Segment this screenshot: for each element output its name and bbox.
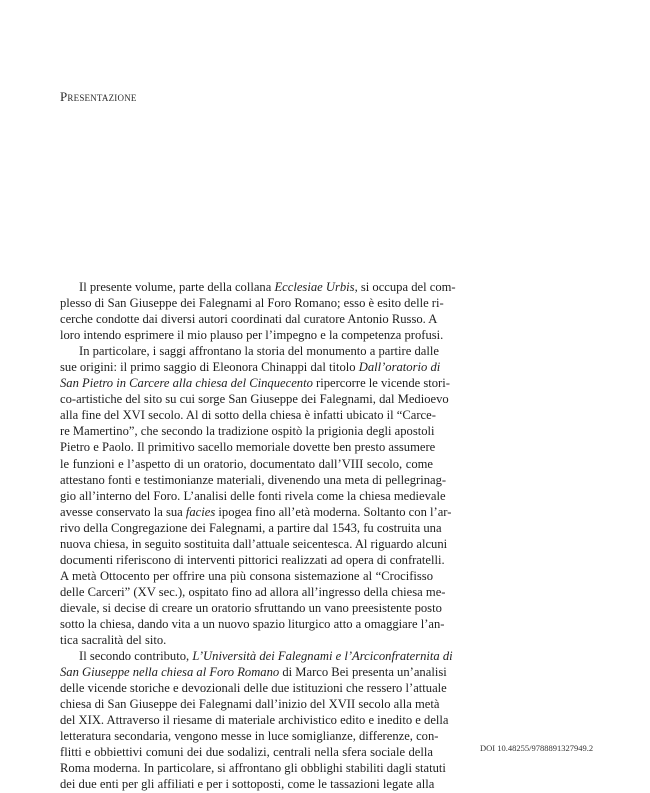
text-line — [60, 664, 447, 680]
text-segment: ipogea fino all’età moderna. Soltanto con l’ar- — [215, 504, 452, 519]
text-segment: chiesa di San Giuseppe dei Falegnami dall’inizio del XVII secolo alla metà — [60, 697, 440, 712]
text-line — [60, 616, 445, 632]
text-line — [60, 375, 450, 391]
text-line — [60, 520, 442, 536]
section-heading: Presentazione — [60, 89, 137, 104]
text-segment: ripercorre le vicende stori- — [312, 376, 450, 391]
text-line — [60, 744, 433, 760]
text-line — [60, 632, 433, 648]
text-line — [60, 439, 436, 455]
text-segment: di Marco Bei presenta un’analisi — [279, 665, 447, 680]
text-line — [60, 343, 439, 359]
text-segment: delle vicende storiche e devozionali delle due istituzioni che ressero l’attuale — [60, 681, 447, 696]
text-segment: re Mamertino”, che secondo la tradizione ospitò la prigionia degli apostoli — [60, 424, 435, 439]
text-line — [60, 488, 446, 504]
text-segment: rivo della Congregazione dei Falegnami, a partire dal 1543, fu costruita una — [60, 520, 442, 535]
italic-segment: San Giuseppe nella chiesa al Foro Romano — [60, 665, 280, 680]
italic-segment: L’Università dei Falegnami e l’Arciconfraternita di — [192, 649, 453, 664]
text-line — [60, 504, 452, 520]
text-segment: nuova chiesa, in seguito sostituita dall’attuale seicentesca. Al riguardo alcuni — [60, 536, 448, 551]
text-line — [60, 760, 446, 776]
text-segment: dei due enti per gli affiliati e per i sottoposti, come le tassazioni legate alla — [60, 777, 435, 792]
text-segment: , si occupa del com- — [354, 280, 456, 294]
text-line — [60, 584, 446, 600]
text-segment: documenti riferiscono di interventi pittorici realizzati ad opera di confratelli. — [60, 552, 445, 567]
italic-segment: Ecclesiae Urbis — [274, 280, 355, 294]
text-segment: In particolare, i saggi affrontano la storia del monumento a partire dalle — [79, 344, 439, 359]
text-segment: plesso di San Giuseppe dei Falegnami al Foro Romano; esso è esito delle ri- — [60, 296, 444, 311]
text-segment: A metà Ottocento per offrire una più consona sistemazione al “Crocifisso — [60, 568, 433, 583]
text-segment: attestano fonti e testimonianze materiali, divenendo una meta di pellegrinag- — [60, 472, 447, 487]
text-line — [60, 279, 456, 295]
text-line — [60, 680, 447, 696]
text-segment: flitti e obbiettivi comuni dei due sodalizi, centrali nella sfera sociale della — [60, 745, 433, 760]
text-segment: loro intendo esprimere il mio plauso per l’impegno e la competenza profusi. — [60, 328, 444, 343]
text-segment: co-artistiche del sito su cui sorge San Giuseppe dei Falegnami, dal Medioevo — [60, 392, 449, 407]
text-line — [60, 536, 448, 552]
text-segment: del XIX. Attraverso il riesame di materiale archivistico edito e inedito e della — [60, 713, 449, 728]
text-line — [60, 600, 442, 616]
text-segment: gio all’interno del Foro. L’analisi delle fonti rivela come la chiesa medievale — [60, 488, 446, 503]
text-line — [60, 423, 433, 439]
text-line — [60, 391, 449, 407]
text-segment: sue origini: il primo saggio di Eleonora Chinappi dal titolo — [60, 360, 359, 375]
text-segment: sotto la chiesa, dando vita a un nuovo spazio liturgico atto a omaggiare l’an- — [60, 616, 445, 631]
text-segment: Il presente volume, parte della collana — [79, 280, 275, 294]
text-line — [60, 552, 445, 568]
text-line — [60, 696, 440, 712]
text-line — [60, 776, 433, 792]
text-line — [60, 327, 444, 343]
text-line — [60, 407, 436, 423]
italic-segment: facies — [185, 504, 216, 519]
text-line — [60, 472, 447, 488]
text-segment: Il secondo contributo, — [79, 649, 193, 664]
body-text — [60, 279, 456, 793]
text-line — [60, 568, 433, 584]
text-line — [60, 311, 438, 327]
text-line — [60, 359, 441, 375]
text-segment: Roma moderna. In particolare, si affrontano gli obblighi stabiliti dagli statuti — [60, 761, 446, 776]
text-line — [60, 648, 453, 664]
text-line — [60, 456, 433, 472]
text-segment: avesse conservato la sua — [60, 504, 186, 519]
italic-segment: Dall’oratorio di — [358, 360, 441, 375]
italic-segment: San Pietro in Carcere alla chiesa del Cinquecento — [60, 376, 313, 391]
text-segment: Pietro e Paolo. Il primitivo sacello memoriale dovette ben presto assumere — [60, 440, 436, 455]
text-segment: tica sacralità del sito. — [60, 633, 167, 648]
text-segment: delle Carceri” (XV sec.), ospitato fino ad allora all’ingresso della chiesa me- — [60, 584, 446, 599]
text-line — [60, 712, 449, 728]
text-segment: alla fine del XVI secolo. Al di sotto della chiesa è infatti ubicato il “Carce- — [60, 408, 436, 423]
text-line — [60, 295, 444, 311]
doi-footer: DOI 10.48255/9788891327949.2 — [480, 743, 594, 753]
text-segment: cerche condotte dai diversi autori coordinati dal curatore Antonio Russo. A — [60, 312, 438, 327]
text-segment: le funzioni e l’aspetto di un oratorio, documentato dall’VIII secolo, come — [60, 456, 433, 471]
text-line — [60, 728, 439, 744]
text-segment: letteratura secondaria, vengono messe in luce somiglianze, differenze, con- — [60, 729, 439, 744]
text-segment: dievale, si decise di creare un oratorio sfruttando un vano preesistente posto — [60, 600, 442, 615]
